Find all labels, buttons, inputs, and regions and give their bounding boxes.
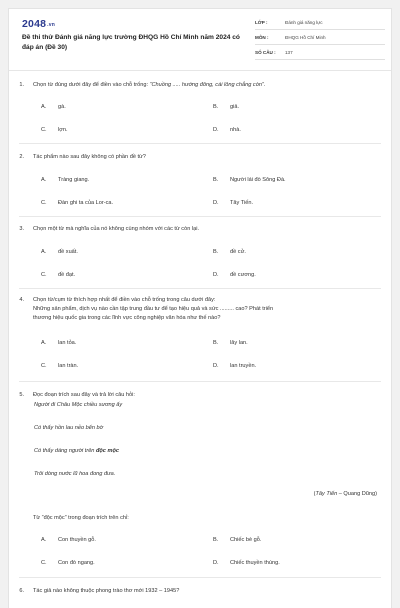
option-4d[interactable]: D. lan truyền. bbox=[213, 363, 257, 369]
exam-meta bbox=[255, 15, 385, 60]
option-4a[interactable]: A. lan tỏa. bbox=[41, 340, 77, 346]
question-divider bbox=[19, 288, 381, 289]
option-3b[interactable]: B. đề cử. bbox=[213, 249, 246, 255]
question-5: 5. Đọc đoạn trích sau đây và trả lời câu hỏi: bbox=[19, 392, 135, 398]
option-5d[interactable]: D. Chiếc thuyền thúng. bbox=[213, 560, 280, 566]
exam-page bbox=[8, 8, 392, 608]
question-6: 6. Tác giả nào không thuộc phong trào thơ mới 1932 – 1945? bbox=[19, 588, 180, 594]
meta-class: LỚP : Đánh giá năng lực bbox=[255, 15, 385, 30]
option-2d[interactable]: D. Tây Tiến. bbox=[213, 200, 254, 206]
option-2b[interactable]: B. Người lái đò Sông Đà. bbox=[213, 177, 286, 183]
option-3c[interactable]: C. đề đạt. bbox=[41, 272, 76, 278]
exam-title: Đề thi thử Đánh giá năng lực trường ĐHQG Hồ Chí Minh năm 2024 có đáp án (Đề 30) bbox=[22, 34, 240, 51]
meta-subject: MÔN : ĐHQG Hồ Chí Minh bbox=[255, 30, 385, 45]
option-1b[interactable]: B. giả. bbox=[213, 104, 240, 110]
poem-line-4: Trôi dòng nước lũ hoa đong đưa. bbox=[34, 471, 116, 477]
poem-source: (Tây Tiến – Quang Dũng) bbox=[313, 491, 377, 497]
option-3a[interactable]: A. đề xuất. bbox=[41, 249, 78, 255]
option-1c[interactable]: C. lợn. bbox=[41, 127, 68, 133]
question-3: 3. Chọn một từ mà nghĩa của nó không cùng nhóm với các từ còn lại. bbox=[19, 226, 200, 232]
option-2c[interactable]: C. Đàn ghi ta của Lor-ca. bbox=[41, 200, 114, 206]
option-1d[interactable]: D. nhà. bbox=[213, 127, 241, 133]
option-5b[interactable]: B. Chiếc bè gỗ. bbox=[213, 537, 262, 543]
option-5c[interactable]: C. Con đò ngang. bbox=[41, 560, 95, 566]
question-1: 1. Chọn từ đúng dưới đây để điền vào chỗ trống: “Chuồng ..... hướng đông, cái lông chẳng còn”. bbox=[19, 82, 266, 88]
option-1a[interactable]: A. gà. bbox=[41, 104, 66, 110]
option-3d[interactable]: D. đề cương. bbox=[213, 272, 256, 278]
poem-line-2: Có thấy hồn lau nẻo bến bờ bbox=[34, 425, 104, 431]
question-2: 2. Tác phẩm nào sau đây không có phần đề từ? bbox=[19, 154, 146, 160]
page-header bbox=[9, 9, 391, 71]
question-4: 4. Chọn từ/cụm từ thích hợp nhất để điền vào chỗ trống trong câu dưới đây: Những sản phẩm, dịch vụ nào cần tập trung đầu tư để tạo hiệu quả và sức ......... cao? Phát triển thương hiệu quốc gia trong các lĩnh vực công nghiệp văn hóa như thế nào? bbox=[19, 297, 274, 321]
option-5a[interactable]: A. Con thuyền gỗ. bbox=[41, 537, 96, 543]
option-4b[interactable]: B. lây lan. bbox=[213, 340, 248, 346]
question-divider bbox=[19, 381, 381, 382]
option-2a[interactable]: A. Tràng giang. bbox=[41, 177, 90, 183]
site-logo[interactable]: 2048.vn bbox=[22, 18, 55, 30]
question-5-prompt: Từ “độc mộc” trong đoạn trích trên chỉ: bbox=[33, 515, 129, 521]
meta-question-count: SỐ CÂU : 137 bbox=[255, 45, 385, 60]
poem-line-3: Có thấy dáng người trên độc mộc bbox=[34, 448, 119, 454]
question-divider bbox=[19, 143, 381, 144]
option-4c[interactable]: C. lan tràn. bbox=[41, 363, 79, 369]
question-divider bbox=[19, 216, 381, 217]
question-divider bbox=[19, 577, 381, 578]
poem-line-1: Người đi Châu Mộc chiều sương ấy bbox=[34, 402, 123, 408]
